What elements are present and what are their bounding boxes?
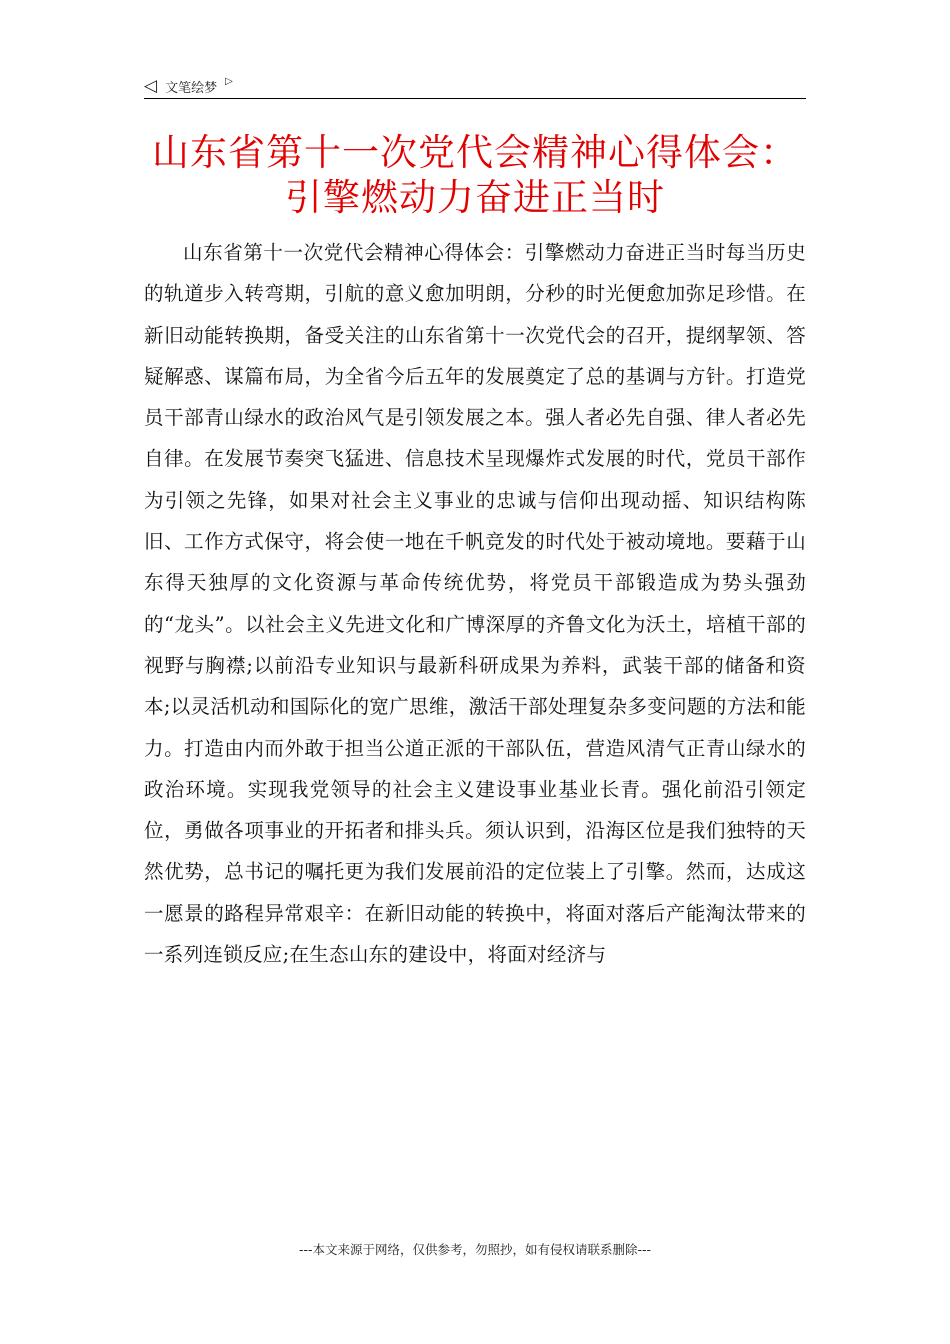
- triangle-right-outline-icon: ▷: [225, 76, 233, 87]
- page-header: [144, 74, 806, 98]
- document-body: 山东省第十一次党代会精神心得体会：引擎燃动力奋进正当时每当历史的轨道步入转弯期，引航的意义愈加明朗，分秒的时光便愈加弥足珍惜。在新旧动能转换期，备受关注的山东省第十一次党代会的召开，提纲挈领、答疑解惑、谋篇布局，为全省今后五年的发展奠定了总的基调与方针。打造党员干部青山绿水的政治风气是引领发展之本。强人者必先自强、律人者必先自律。在发展节奏突飞猛进、信息技术呈现爆炸式发展的时代，党员干部作为引领之先锋，如果对社会主义事业的忠诚与信仰出现动摇、知识结构陈旧、工作方式保守，将会使一地在千帆竞发的时代处于被动境地。要藉于山东得天独厚的文化资源与革命传统优势，将党员干部锻造成为势头强劲的“龙头”。以社会主义先进文化和广博深厚的齐鲁文化为沃土，培植干部的视野与胸襟;以前沿专业知识与最新科研成果为养料，武装干部的储备和资本;以灵活机动和国际化的宽广思维，激活干部处理复杂多变问题的方法和能力。打造由内而外敢于担当公道正派的干部队伍，营造风清气正青山绿水的政治环境。实现我党领导的社会主义建设事业基业长青。强化前沿引领定位，勇做各项事业的开拓者和排头兵。须认识到，沿海区位是我们独特的天然优势，总书记的嘱托更为我们发展前沿的定位装上了引擎。然而，达成这一愿景的路程异常艰辛：在新旧动能的转换中，将面对落后产能淘汰带来的一系列连锁反应;在生态山东的建设中，将面对经济与: [144, 241, 806, 967]
- triangle-left-outline-icon: ◁: [144, 75, 158, 96]
- document-title: 山东省第十一次党代会精神心得体会：引擎燃动力奋进正当时: [152, 131, 798, 219]
- header-brand: 文笔绘梦: [165, 80, 218, 96]
- header-divider: [144, 98, 806, 99]
- page-footer-disclaimer: ---本文来源于网络，仅供参考，勿照抄，如有侵权请联系删除---: [298, 1242, 652, 1257]
